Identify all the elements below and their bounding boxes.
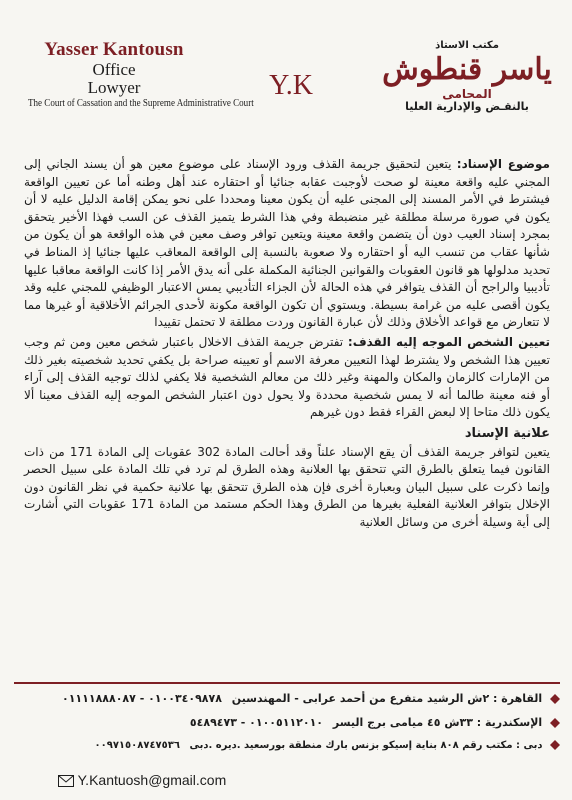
court-label-ar: بالنقـض والإدارية العليا xyxy=(405,99,529,113)
office-label-ar: مكتب الاستاذ xyxy=(435,40,499,51)
address-cairo xyxy=(14,692,560,712)
address-cairo-text: القاهرة : ٢ش الرشيد متفرع من أحمد عرابى - المهندسين xyxy=(231,692,543,705)
paragraph-target xyxy=(24,334,550,422)
phones-dubai: ٠٠٩٧١٥٠٨٧٤٧٥٣٦ xyxy=(94,740,180,751)
office-label-en: Office xyxy=(92,59,136,79)
bullet-icon xyxy=(550,740,560,750)
lawyer-name-ar: ياسر قنطوش xyxy=(382,52,552,87)
contact-email[interactable] xyxy=(58,772,226,792)
paragraph-subject xyxy=(24,156,550,332)
paragraph-subject-text: يتعين لتحقيق جريمة القذف ورود الإسناد على موضوع معين هو أن يسند الجاني إلى المجني عليه واقعة معينة لو صحت لأوجبت عقابه جنائيا أو احتقاره عند أهل وطنه أما عن تعيين الواقعة فيشترط في الأمر المسند إلى المجنى عليه أن يكون معينا ومحددا على نحو يمكن إقامة الدليل عليه لا أن يكون في صورة مرسلة مطلقة غير منضبطة وفي هذا الشرط يتميز القذف عن السب فهذا الأخير يتحقق بمجرد إسناد العيب دون أن يتضمن واقعة معينة ويتعين توافر وصف معين في هذه الواقعة هو أن يكون من شأنها عقاب من تنسب اليه أو احتقاره ولا صعوبة بالنسبة إلى الواقعة المعاقب عليها جنائيا إذ المناط في تحديد مدلولها هو قانون العقوبات والقوانين الجنائية المكملة على أنه يدق الأمر إذا كانت الواقعة معاقبا عليها تأديبيا والراجح أن القذف يتوافر في هذه الحالة لأن الجزاء التأديبي يمس الاعتبار الوظيفي للمجني عليه وقد يكون أقصى عليه من غرامة بسيطة. ويستوي أن تكون الواقعة مكونة لأحدى الجرائم الأخلاقية أو غيرها مما لا تتعارض مع قواعد الأخلاق وذلك لأن عبارة القانون وردت مطلقة لا تحتمل تقييدا xyxy=(24,157,550,330)
court-label-en: The Court of Cassation and the Supreme Administrative Court xyxy=(28,98,254,110)
heading-subject: موضوع الإسناد: xyxy=(456,157,550,171)
bullet-icon xyxy=(550,718,560,728)
heading-publicity: علانية الإسناد xyxy=(464,425,550,441)
paragraph-target-text: تفترض جريمة القذف الاخلال باعتبار شخص معين ومن ثم وجب تعيين هذا الشخص ولا يشترط لهذا التعيين معرفة الاسم أو تعيينه صراحة بل يكفي تحديد شخصيته بغير ذلك من الإمارات كالزمان والمكان والمهنة وغير ذلك من معالم الشخصية فلا يكفي لذلك توجيه القذف إلى آراء أو فنه معينة طالما أنه لا يمس شخصية محددة ولا يحول دون اعتبار الشخص الموجه إليه القذف معينا ألا يكون ذلك متاحا إلا لبعض القراء فقط دون غيرهم xyxy=(24,334,550,420)
contact-email-text[interactable]: Y.Kantuosh@gmail.com xyxy=(77,772,227,788)
address-dubai xyxy=(14,740,560,760)
phones-cairo: ٠١٠٠٣٤٠٩٨٧٨ - ٠١١١١٨٨٨٠٨٧ xyxy=(62,692,222,705)
email-icon xyxy=(58,775,74,787)
bullet-icon xyxy=(550,694,560,704)
heading-target: تعيين الشخص الموجه إليه القذف: xyxy=(347,334,550,349)
paragraph-publicity: يتعين لتوافر جريمة القذف أن يقع الإسناد علناً وقد أحالت المادة 302 عقوبات إلى المادة 171 من ذات القانون فيما يتعلق بالطرق التي تتحقق بها العلانية وهذه الطرق لم ترد في تلك المادة على سبيل الحصر وإنما ذكرت على سبيل البيان وبعبارة أخرى فإن هذه الطرق تتحقق بها علانية حكمية في نظر القانون دون الإخلال بتوافر العلانية الفعلية بغيرها من الطرق وهذا الحكم مستمد من المادة 171 عقوبات التي أشارت إلى أية وسيلة أخرى من وسائل العلانية xyxy=(24,444,551,529)
lawyer-name-en: Yasser Kantousn xyxy=(44,39,184,60)
document-body xyxy=(24,156,550,531)
letterhead-english xyxy=(14,39,254,110)
lawyer-title-ar: المحامى xyxy=(442,86,492,101)
letterhead-arabic xyxy=(368,40,566,113)
address-alex-text: الإسكندرية : ٣٣ش ٤٥ ميامى برج اليسر xyxy=(332,716,543,729)
letterhead-footer xyxy=(14,682,560,796)
monogram-logo: Y.K xyxy=(269,70,313,101)
address-alex xyxy=(14,716,560,736)
lawyer-label-en: Lowyer xyxy=(87,77,141,97)
phones-alex: ٠١٠٠٥١١٢٠١٠ - ٥٤٨٩٤٧٣ xyxy=(189,716,324,729)
address-dubai-text: دبى : مكتب رقم ٨٠٨ بناية إسيكو بزنس بارك منطقة بورسعيد .ديره .دبى xyxy=(189,740,543,751)
